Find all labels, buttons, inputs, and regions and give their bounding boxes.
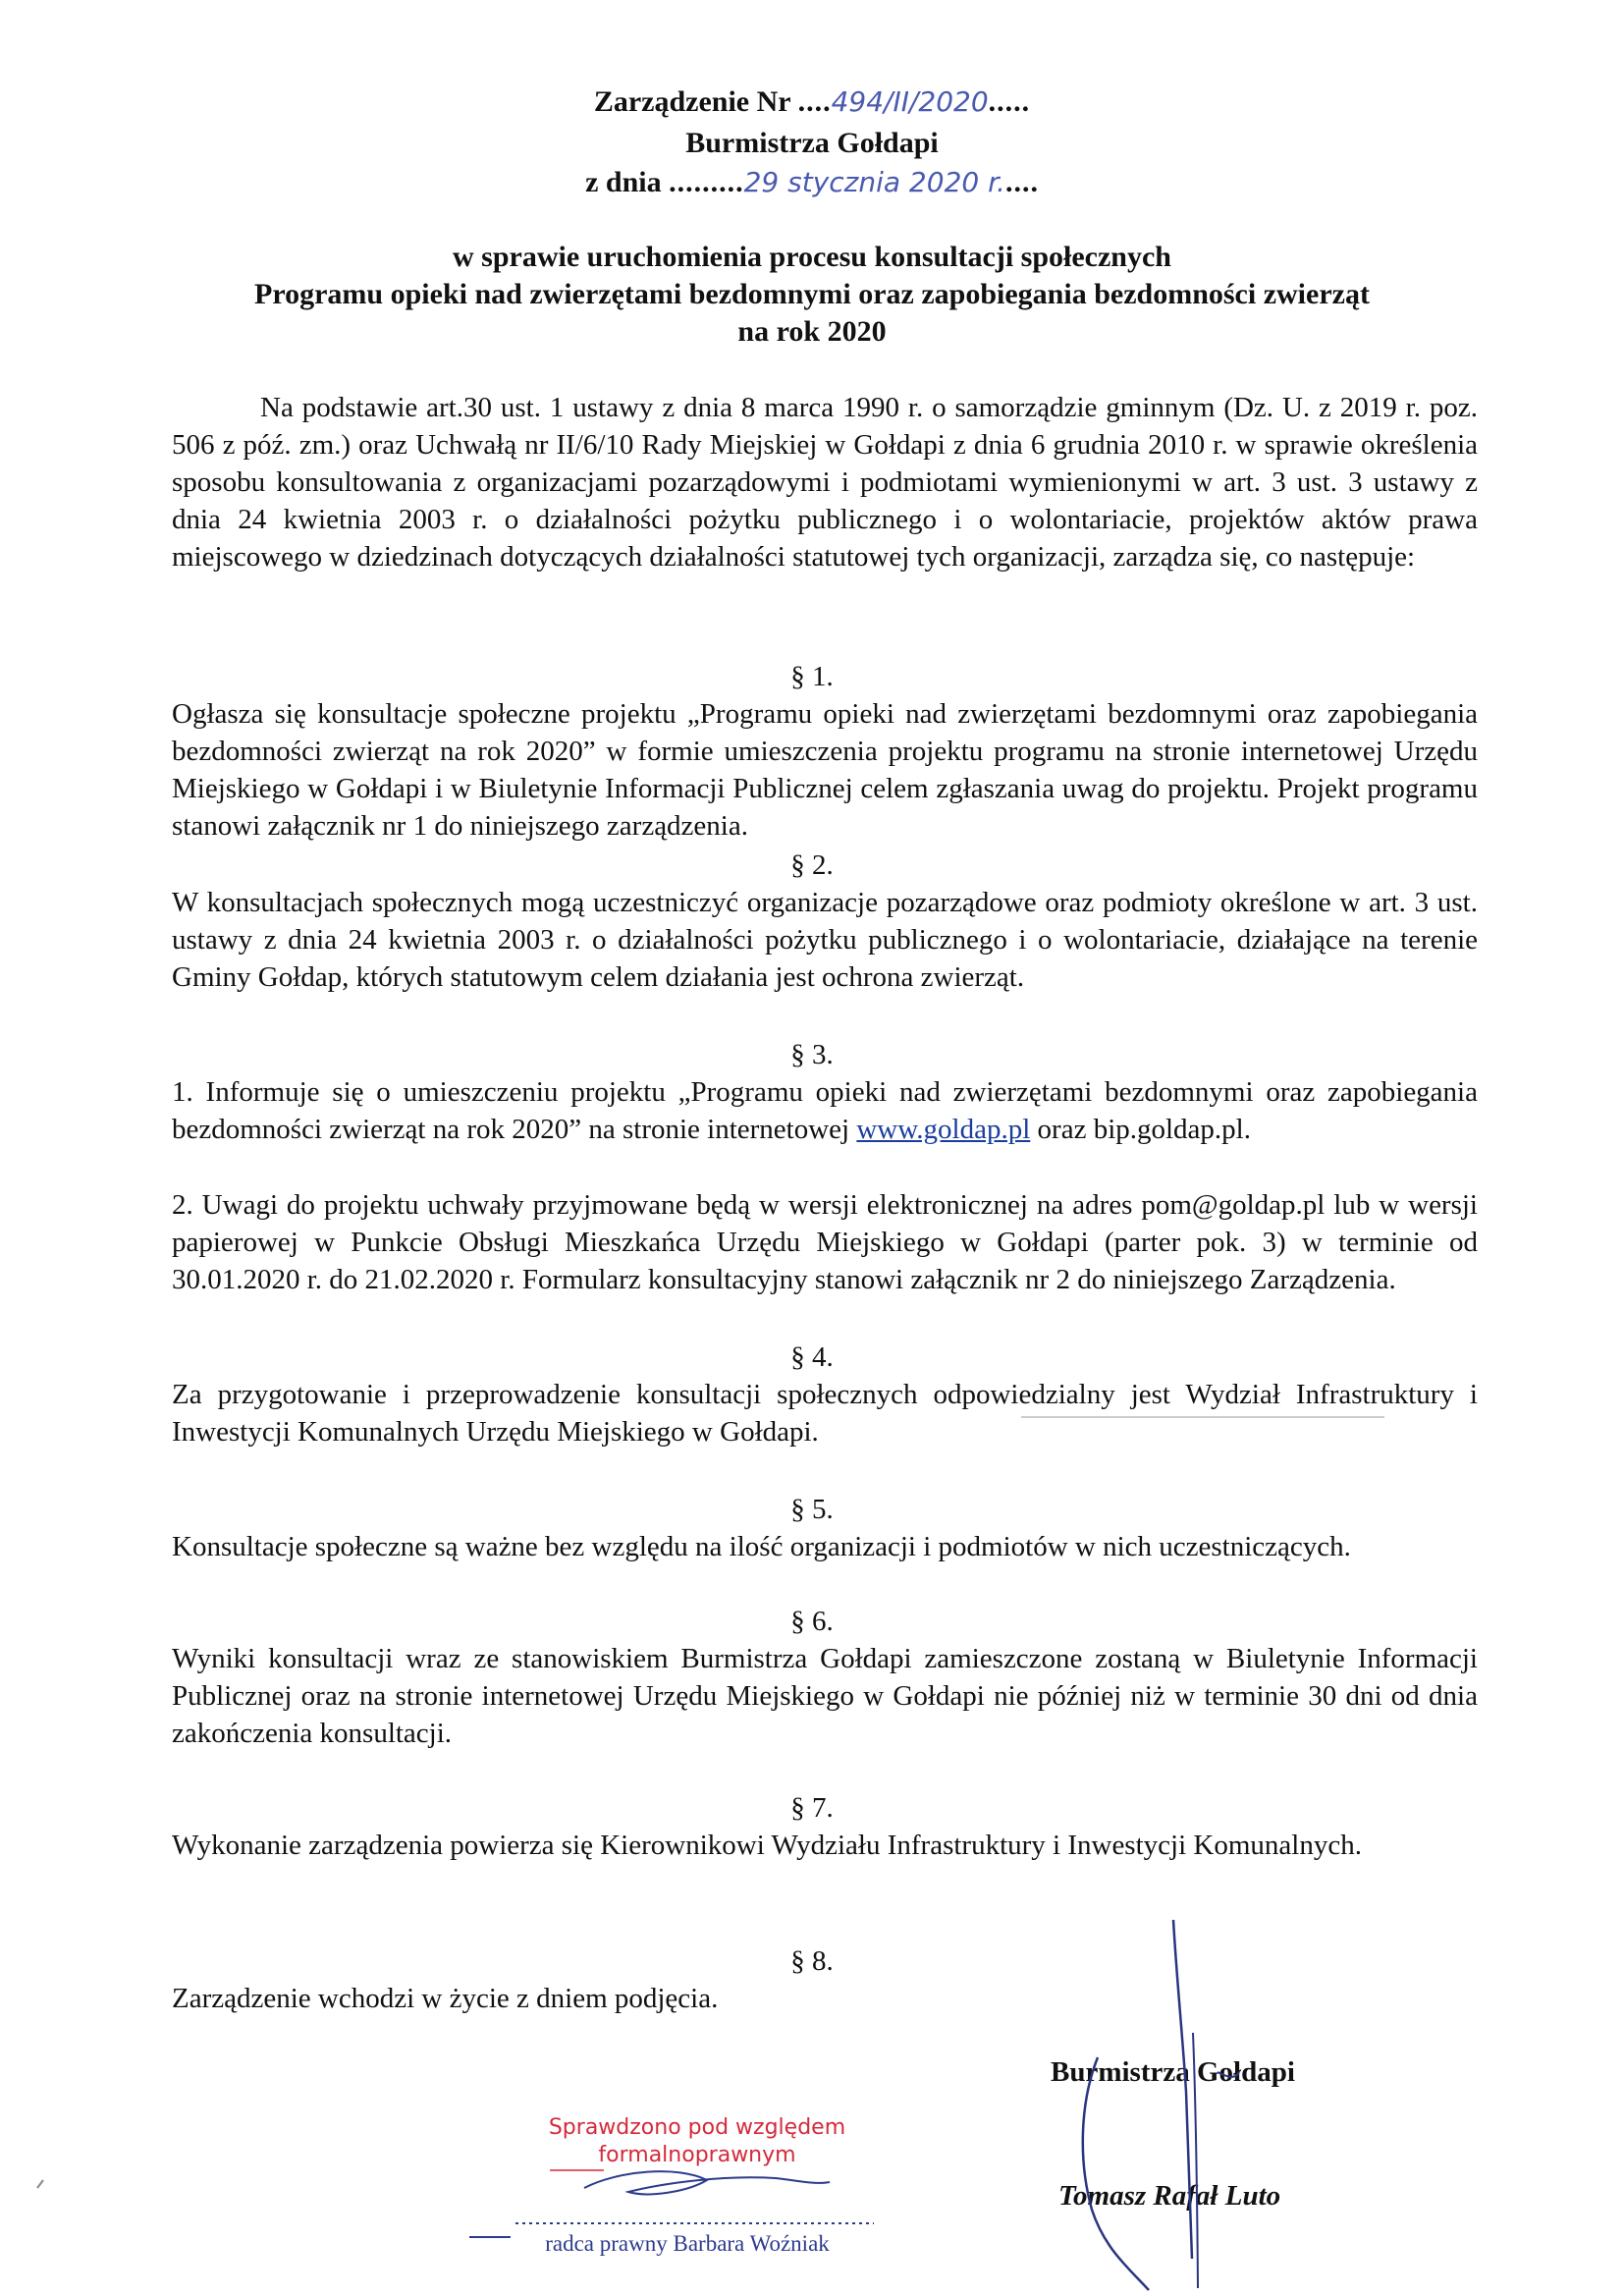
section-6-text: Wyniki konsultacji wraz ze stanowiskiem Burmistrza Gołdapi zamieszczone zostaną w Biuletynie Informacji Publicznej oraz na stronie internetowej Urzędu Miejskiego w Gołdapi nie później niż w terminie 30 dni od dnia zakończenia konsultacji.: [172, 1643, 1478, 1749]
legal-verification-stamp: [525, 2114, 869, 2169]
mayor-signature-stroke-3: [1083, 2057, 1149, 2290]
ordinance-title-prefix: Zarządzenie Nr: [593, 85, 791, 118]
date-line: z dnia .........29 stycznia 2020 r.....: [585, 166, 1039, 198]
margin-mark: [37, 2180, 43, 2188]
signatory-title: Burmistrza Gołdapi: [1051, 2056, 1295, 2088]
subject-line-1: w sprawie uruchomienia procesu konsultacji społecznych: [453, 241, 1171, 273]
subject-line-3: na rok 2020: [737, 315, 887, 348]
section-1-text: Ogłasza się konsultacje społeczne projektu „Programu opieki nad zwierzętami bezdomnymi oraz zapobiegania bezdomności zwierząt na rok 2020” w formie umieszczenia projektu programu na stronie internetowej Urzędu Miejskiego w Gołdapi i w Biuletynie Informacji Publicznej celem zgłaszania uwag do projektu. Projekt programu stanowi załącznik nr 1 do niniejszego zarządzenia.: [172, 698, 1478, 842]
section-2-text: W konsultacjach społecznych mogą uczestniczyć organizacje pozarządowe oraz podmioty określone w art. 3 ust. ustawy z dnia 24 kwietnia 2003 r. o działalności pożytku publicznego i o wolontariacie, działające na terenie Gminy Gołdap, których statutowym celem działania jest ochrona zwierząt.: [172, 887, 1478, 993]
date-prefix: z dnia: [585, 166, 662, 198]
section-3-point-1-text-a: 1. Informuje się o umieszczeniu projektu „Programu opieki nad zwierzętami bezdomnymi oraz zapobiegania bezdomności zwierząt na rok 2020” na stronie internetowej: [172, 1076, 1478, 1145]
section-7-text: Wykonanie zarządzenia powierza się Kierownikowi Wydziału Infrastruktury i Inwestycji Komunalnych.: [172, 1830, 1362, 1861]
signatory-name: Tomasz Rafał Luto: [1058, 2180, 1281, 2212]
ordinance-number-line: Zarządzenie Nr ....494/II/2020.....: [593, 85, 1031, 118]
counsel-signature: [584, 2171, 830, 2194]
section-3-mark: § 3.: [790, 1039, 834, 1070]
section-3-point-1-text-b: oraz bip.goldap.pl.: [1030, 1114, 1251, 1145]
section-4-mark: § 4.: [790, 1341, 834, 1373]
section-8-text: Zarządzenie wchodzi w życie z dniem podjęcia.: [172, 1983, 719, 2014]
section-3-point-1: [172, 1073, 1478, 1148]
goldap-website-link[interactable]: www.goldap.pl: [856, 1114, 1031, 1145]
section-6-mark: § 6.: [790, 1606, 834, 1637]
stamp-line-1: Sprawdzono pod względem: [548, 2115, 846, 2140]
section-2-mark: § 2.: [790, 849, 834, 881]
section-8-mark: § 8.: [790, 1945, 834, 1977]
section-3-point-2: 2. Uwagi do projektu uchwały przyjmowane będą w wersji elektronicznej na adres pom@goldap.pl lub w wersji papierowej w Punkcie Obsługi Mieszkańca Urzędu Miejskiego w Gołdapi (parter pok. 3) w terminie od 30.01.2020 r. do 21.02.2020 r. Formularz konsultacyjny stanowi załącznik nr 2 do niniejszego Zarządzenia.: [172, 1189, 1478, 1295]
section-4-text: Za przygotowanie i przeprowadzenie konsultacji społecznych odpowiedzialny jest Wydział Infrastruktury i Inwestycji Komunalnych Urzędu Miejskiego w Gołdapi.: [172, 1379, 1478, 1448]
issuer-line: Burmistrza Gołdapi: [685, 127, 939, 159]
stamp-line-2: formalnoprawnym: [598, 2143, 796, 2167]
section-7-mark: § 7.: [790, 1792, 834, 1824]
handwritten-ordinance-number: 494/II/2020: [831, 85, 989, 118]
section-5-text: Konsultacje społeczne są ważne bez względu na ilość organizacji i podmiotów w nich uczestniczących.: [172, 1531, 1351, 1562]
section-5-mark: § 5.: [790, 1494, 834, 1525]
stamp-footer: radca prawny Barbara Woźniak: [545, 2231, 830, 2256]
section-1-mark: § 1.: [790, 661, 834, 692]
subject-line-2: Programu opieki nad zwierzętami bezdomnymi oraz zapobiegania bezdomności zwierząt: [254, 278, 1370, 310]
handwritten-date: 29 stycznia 2020 r.: [743, 166, 1005, 198]
preamble-paragraph: Na podstawie art.30 ust. 1 ustawy z dnia 8 marca 1990 r. o samorządzie gminnym (Dz. U. z 2019 r. poz. 506 z póź. zm.) oraz Uchwałą nr II/6/10 Rady Miejskiej w Gołdapi z dnia 6 grudnia 2010 r. w sprawie określenia sposobu konsultowania z organizacjami pozarządowymi i podmiotami wymienionymi w art. 3 ust. 3 ustawy z dnia 24 kwietnia 2003 r. o działalności pożytku publicznego i o wolontariacie, projektów aktów prawa miejscowego w dziedzinach dotyczących działalności statutowej tych organizacji, zarządza się, co następuje:: [172, 392, 1478, 573]
